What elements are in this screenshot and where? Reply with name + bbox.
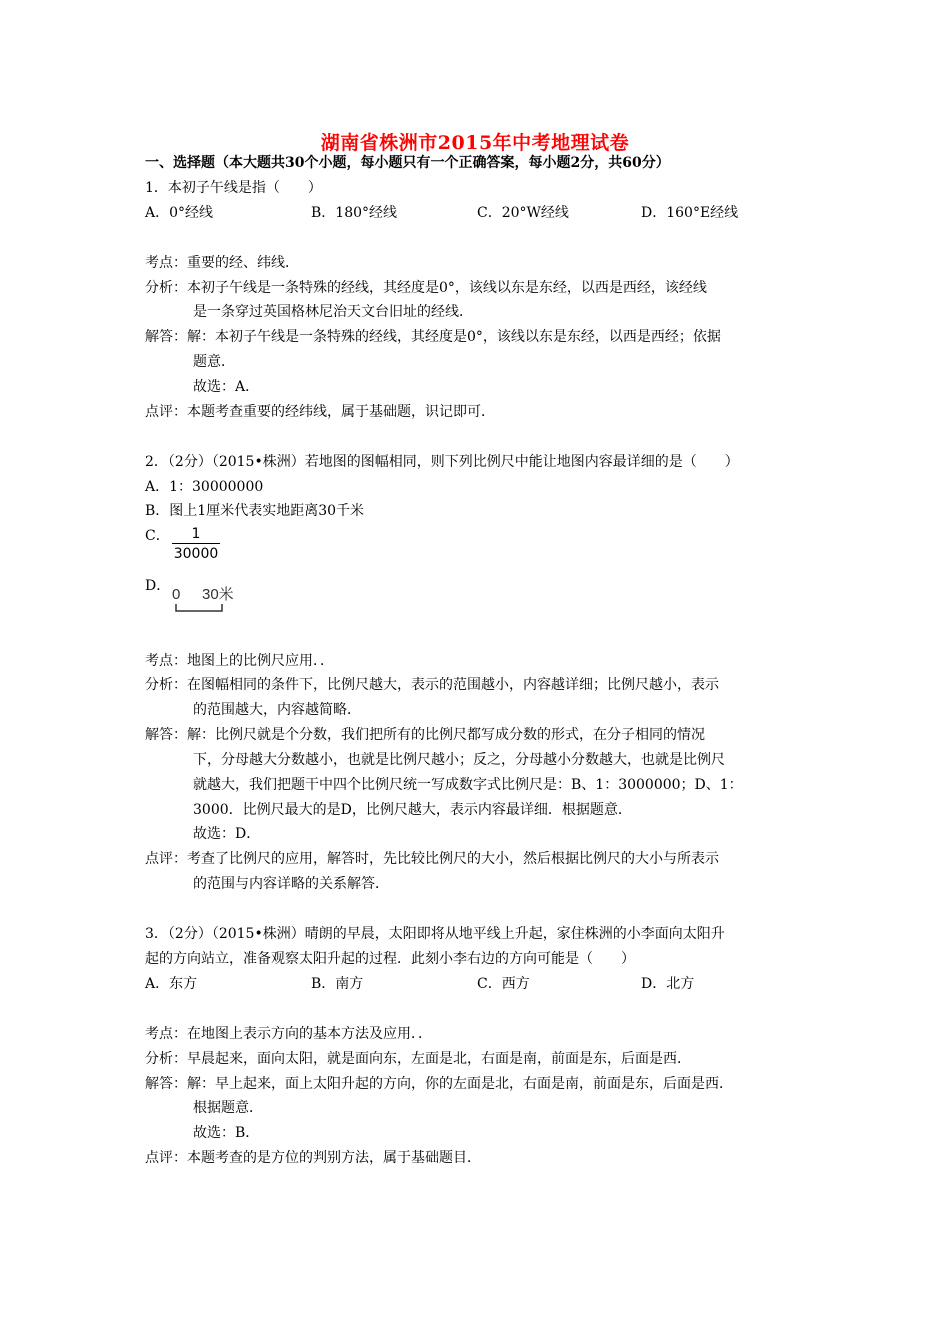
q2-jieda-1: 解答：解：比例尺就是个分数，我们把所有的比例尺都写成分数的形式，在分子相同的情况: [145, 727, 705, 743]
q2-jieda-4: 3000．比例尺最大的是D，比例尺越大，表示内容最详细．根据题意．: [193, 802, 632, 818]
q1-option-b: B．180°经线: [311, 205, 398, 221]
q2-jieda-3: 就越大，我们把题干中四个比例尺统一写成数字式比例尺是：B、1：3000000；D、1：: [193, 777, 743, 793]
q3-option-d: D．北方: [641, 976, 695, 992]
q1-dianping: 点评：本题考查重要的经纬线，属于基础题，识记即可．: [145, 404, 495, 420]
q2-dianping-1: 点评：考查了比例尺的应用，解答时，先比较比例尺的大小，然后根据比例尺的大小与所表示: [145, 851, 719, 867]
q2-fenxi-2: 的范围越大，内容越简略．: [193, 702, 361, 718]
q2-fenxi-1: 分析：在图幅相同的条件下，比例尺越大，表示的范围越小，内容越详细；比例尺越小，表示: [145, 677, 719, 693]
q1-fenxi-2: 是一条穿过英国格林尼治天文台旧址的经线．: [193, 304, 473, 320]
section-heading: 一、选择题（本大题共30个小题，每小题只有一个正确答案，每小题2分，共60分）: [145, 155, 670, 171]
q2-option-d-label: D．: [145, 578, 171, 594]
q3-option-a: A．东方: [145, 976, 198, 992]
q3-stem-2: 起的方向站立，准备观察太阳升起的过程．此刻小李右边的方向可能是（ ）: [145, 951, 635, 967]
q3-option-c: C．西方: [477, 976, 530, 992]
q2-dianping-2: 的范围与内容详略的关系解答．: [193, 876, 389, 892]
q3-guxuan: 故选：B．: [193, 1125, 260, 1141]
q2-jieda-2: 下，分母越大分数越小，也就是比例尺越小；反之，分母越小分数越大，也就是比例尺: [193, 752, 725, 768]
q1-jieda-1: 解答：解：本初子午线是一条特殊的经线，其经度是0°，该线以东是东经，以西是西经；依据: [145, 329, 721, 345]
q1-stem: 1．本初子午线是指（ ）: [145, 180, 322, 196]
q2-option-c-label: C．: [145, 528, 170, 544]
q3-stem-1: 3．（2分）（2015•株洲）晴朗的早晨，太阳即将从地平线上升起，家住株洲的小李面向太阳升: [145, 926, 725, 942]
q3-dianping: 点评：本题考查的是方位的判别方法，属于基础题目．: [145, 1150, 481, 1166]
q1-option-d: D．160°E经线: [641, 205, 739, 221]
q2-option-a: A．1：30000000: [145, 479, 264, 495]
q3-option-b: B．南方: [311, 976, 364, 992]
page-title: 湖南省株洲市2015年中考地理试卷: [320, 132, 630, 154]
scalebar-line: [176, 604, 222, 611]
fraction-denominator: 30000: [173, 546, 219, 562]
q2-option-d-scalebar: [170, 580, 260, 616]
q3-kaodian: 考点：在地图上表示方向的基本方法及应用．．: [145, 1026, 432, 1042]
q1-fenxi-1: 分析：本初子午线是一条特殊的经线，其经度是0°，该线以东是东经，以西是西经，该经线: [145, 280, 707, 296]
q1-option-c: C．20°W经线: [477, 205, 569, 221]
scalebar-zero-label: 0: [172, 586, 181, 603]
q1-kaodian: 考点：重要的经、纬线．: [145, 255, 299, 271]
q3-jieda-2: 根据题意．: [193, 1100, 263, 1116]
fraction-bar: [172, 543, 220, 544]
q1-option-a: A．0°经线: [145, 205, 214, 221]
scalebar-distance-label: 30米: [202, 586, 234, 603]
q2-kaodian: 考点：地图上的比例尺应用．．: [145, 653, 334, 669]
q1-jieda-2: 题意．: [193, 354, 235, 370]
q2-option-b: B．图上1厘米代表实地距离30千米: [145, 503, 365, 519]
q2-stem: 2．（2分）（2015•株洲）若地图的图幅相同，则下列比例尺中能让地图内容最详细的是（ ）: [145, 454, 739, 470]
fraction-numerator: 1: [191, 526, 201, 542]
q2-option-c-fraction: [172, 526, 220, 562]
q2-guxuan: 故选：D．: [193, 826, 261, 842]
q1-guxuan: 故选：A．: [193, 379, 260, 395]
q3-jieda-1: 解答：解：早上起来，面上太阳升起的方向，你的左面是北，右面是南，前面是东，后面是西．: [145, 1076, 733, 1092]
q3-fenxi: 分析：早晨起来，面向太阳，就是面向东，左面是北，右面是南，前面是东，后面是西．: [145, 1051, 691, 1067]
